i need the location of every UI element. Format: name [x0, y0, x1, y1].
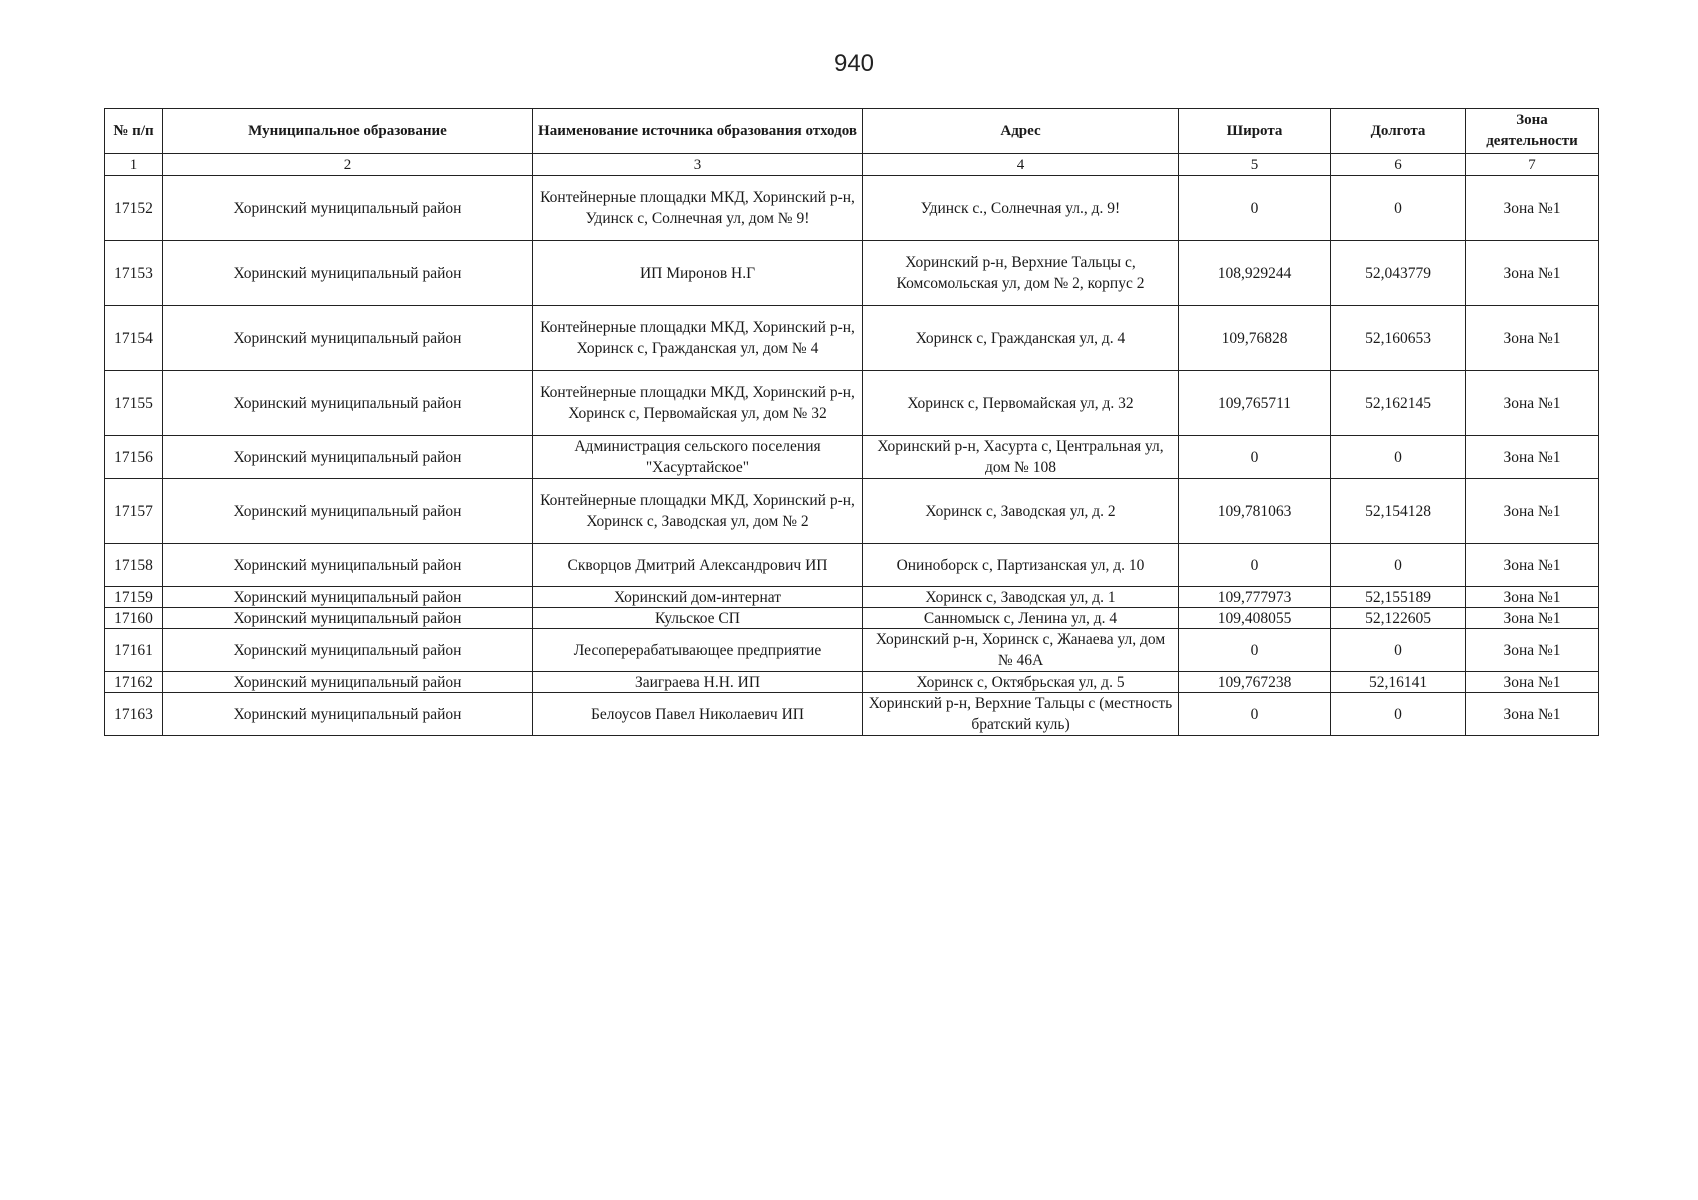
table-row: [105, 241, 1599, 306]
table-row: [105, 176, 1599, 241]
header-cell-latitude: Широта: [1179, 109, 1331, 154]
zone-cell: Зона №1: [1466, 629, 1599, 672]
address-cell: Ониноборск с, Партизанская ул, д. 10: [863, 544, 1179, 587]
longitude-cell: 0: [1331, 436, 1466, 479]
source-name-cell: Заиграева Н.Н. ИП: [533, 672, 863, 693]
table-header-row: [105, 109, 1599, 154]
column-number-cell: 3: [533, 154, 863, 176]
municipality-cell: Хоринский муниципальный район: [163, 176, 533, 241]
table-row: [105, 306, 1599, 371]
longitude-cell: 0: [1331, 629, 1466, 672]
table-row: [105, 436, 1599, 479]
row-number-cell: 17156: [105, 436, 163, 479]
latitude-cell: 109,767238: [1179, 672, 1331, 693]
source-name-cell: Контейнерные площадки МКД, Хоринский р-н, Хоринск с, Заводская ул, дом № 2: [533, 479, 863, 544]
zone-cell: Зона №1: [1466, 693, 1599, 736]
longitude-cell: 0: [1331, 693, 1466, 736]
longitude-cell: 52,160653: [1331, 306, 1466, 371]
column-number-cell: 4: [863, 154, 1179, 176]
municipality-cell: Хоринский муниципальный район: [163, 672, 533, 693]
zone-cell: Зона №1: [1466, 176, 1599, 241]
table-row: [105, 371, 1599, 436]
latitude-cell: 108,929244: [1179, 241, 1331, 306]
table-row: [105, 587, 1599, 608]
address-cell: Санномыск с, Ленина ул, д. 4: [863, 608, 1179, 629]
column-number-row: [105, 154, 1599, 176]
row-number-cell: 17153: [105, 241, 163, 306]
longitude-cell: 52,154128: [1331, 479, 1466, 544]
row-number-cell: 17152: [105, 176, 163, 241]
table-row: [105, 629, 1599, 672]
row-number-cell: 17159: [105, 587, 163, 608]
address-cell: Хоринск с, Заводская ул, д. 1: [863, 587, 1179, 608]
latitude-cell: 109,76828: [1179, 306, 1331, 371]
row-number-cell: 17154: [105, 306, 163, 371]
source-name-cell: Лесоперерабатывающее предприятие: [533, 629, 863, 672]
municipality-cell: Хоринский муниципальный район: [163, 544, 533, 587]
source-name-cell: Хоринский дом-интернат: [533, 587, 863, 608]
latitude-cell: 109,777973: [1179, 587, 1331, 608]
zone-cell: Зона №1: [1466, 306, 1599, 371]
address-cell: Хоринский р-н, Хоринск с, Жанаева ул, дом № 46А: [863, 629, 1179, 672]
source-name-cell: Скворцов Дмитрий Александрович ИП: [533, 544, 863, 587]
source-name-cell: Контейнерные площадки МКД, Хоринский р-н, Хоринск с, Первомайская ул, дом № 32: [533, 371, 863, 436]
latitude-cell: 0: [1179, 693, 1331, 736]
source-name-cell: ИП Миронов Н.Г: [533, 241, 863, 306]
address-cell: Хоринск с, Гражданская ул, д. 4: [863, 306, 1179, 371]
address-cell: Хоринск с, Октябрьская ул, д. 5: [863, 672, 1179, 693]
table-row: [105, 544, 1599, 587]
zone-cell: Зона №1: [1466, 587, 1599, 608]
zone-cell: Зона №1: [1466, 371, 1599, 436]
header-cell-municipality: Муниципальное образование: [163, 109, 533, 154]
latitude-cell: 109,408055: [1179, 608, 1331, 629]
municipality-cell: Хоринский муниципальный район: [163, 371, 533, 436]
zone-cell: Зона №1: [1466, 479, 1599, 544]
header-cell-address: Адрес: [863, 109, 1179, 154]
longitude-cell: 0: [1331, 544, 1466, 587]
column-number-cell: 1: [105, 154, 163, 176]
zone-cell: Зона №1: [1466, 241, 1599, 306]
address-cell: Хоринский р-н, Хасурта с, Центральная ул, дом № 108: [863, 436, 1179, 479]
zone-cell: Зона №1: [1466, 672, 1599, 693]
page-number: 940: [833, 50, 875, 77]
municipality-cell: Хоринский муниципальный район: [163, 241, 533, 306]
municipality-cell: Хоринский муниципальный район: [163, 479, 533, 544]
column-number-cell: 7: [1466, 154, 1599, 176]
latitude-cell: 0: [1179, 629, 1331, 672]
latitude-cell: 0: [1179, 176, 1331, 241]
municipality-cell: Хоринский муниципальный район: [163, 436, 533, 479]
longitude-cell: 52,16141: [1331, 672, 1466, 693]
source-name-cell: Администрация сельского поселения "Хасуртайское": [533, 436, 863, 479]
longitude-cell: 52,162145: [1331, 371, 1466, 436]
longitude-cell: 52,122605: [1331, 608, 1466, 629]
latitude-cell: 109,765711: [1179, 371, 1331, 436]
longitude-cell: 52,155189: [1331, 587, 1466, 608]
address-cell: Хоринский р-н, Верхние Тальцы с, Комсомольская ул, дом № 2, корпус 2: [863, 241, 1179, 306]
municipality-cell: Хоринский муниципальный район: [163, 608, 533, 629]
row-number-cell: 17157: [105, 479, 163, 544]
municipality-cell: Хоринский муниципальный район: [163, 587, 533, 608]
source-name-cell: Кульское СП: [533, 608, 863, 629]
source-name-cell: Контейнерные площадки МКД, Хоринский р-н, Хоринск с, Гражданская ул, дом № 4: [533, 306, 863, 371]
waste-sources-table: [104, 108, 1599, 736]
address-cell: Удинск с., Солнечная ул., д. 9!: [863, 176, 1179, 241]
column-number-cell: 5: [1179, 154, 1331, 176]
municipality-cell: Хоринский муниципальный район: [163, 306, 533, 371]
row-number-cell: 17155: [105, 371, 163, 436]
table-row: [105, 608, 1599, 629]
zone-cell: Зона №1: [1466, 608, 1599, 629]
row-number-cell: 17158: [105, 544, 163, 587]
address-cell: Хоринский р-н, Верхние Тальцы с (местность братский куль): [863, 693, 1179, 736]
row-number-cell: 17161: [105, 629, 163, 672]
header-cell-longitude: Долгота: [1331, 109, 1466, 154]
municipality-cell: Хоринский муниципальный район: [163, 693, 533, 736]
row-number-cell: 17163: [105, 693, 163, 736]
row-number-cell: 17160: [105, 608, 163, 629]
column-number-cell: 6: [1331, 154, 1466, 176]
table-row: [105, 693, 1599, 736]
header-cell-source-name: Наименование источника образования отходов: [533, 109, 863, 154]
longitude-cell: 0: [1331, 176, 1466, 241]
table-row: [105, 479, 1599, 544]
longitude-cell: 52,043779: [1331, 241, 1466, 306]
zone-cell: Зона №1: [1466, 436, 1599, 479]
latitude-cell: 0: [1179, 544, 1331, 587]
zone-cell: Зона №1: [1466, 544, 1599, 587]
address-cell: Хоринск с, Заводская ул, д. 2: [863, 479, 1179, 544]
column-number-cell: 2: [163, 154, 533, 176]
address-cell: Хоринск с, Первомайская ул, д. 32: [863, 371, 1179, 436]
latitude-cell: 109,781063: [1179, 479, 1331, 544]
source-name-cell: Белоусов Павел Николаевич ИП: [533, 693, 863, 736]
latitude-cell: 0: [1179, 436, 1331, 479]
municipality-cell: Хоринский муниципальный район: [163, 629, 533, 672]
source-name-cell: Контейнерные площадки МКД, Хоринский р-н, Удинск с, Солнечная ул, дом № 9!: [533, 176, 863, 241]
header-cell-zone: Зона деятельности: [1466, 109, 1599, 154]
table-row: [105, 672, 1599, 693]
header-cell-number: № п/п: [105, 109, 163, 154]
row-number-cell: 17162: [105, 672, 163, 693]
